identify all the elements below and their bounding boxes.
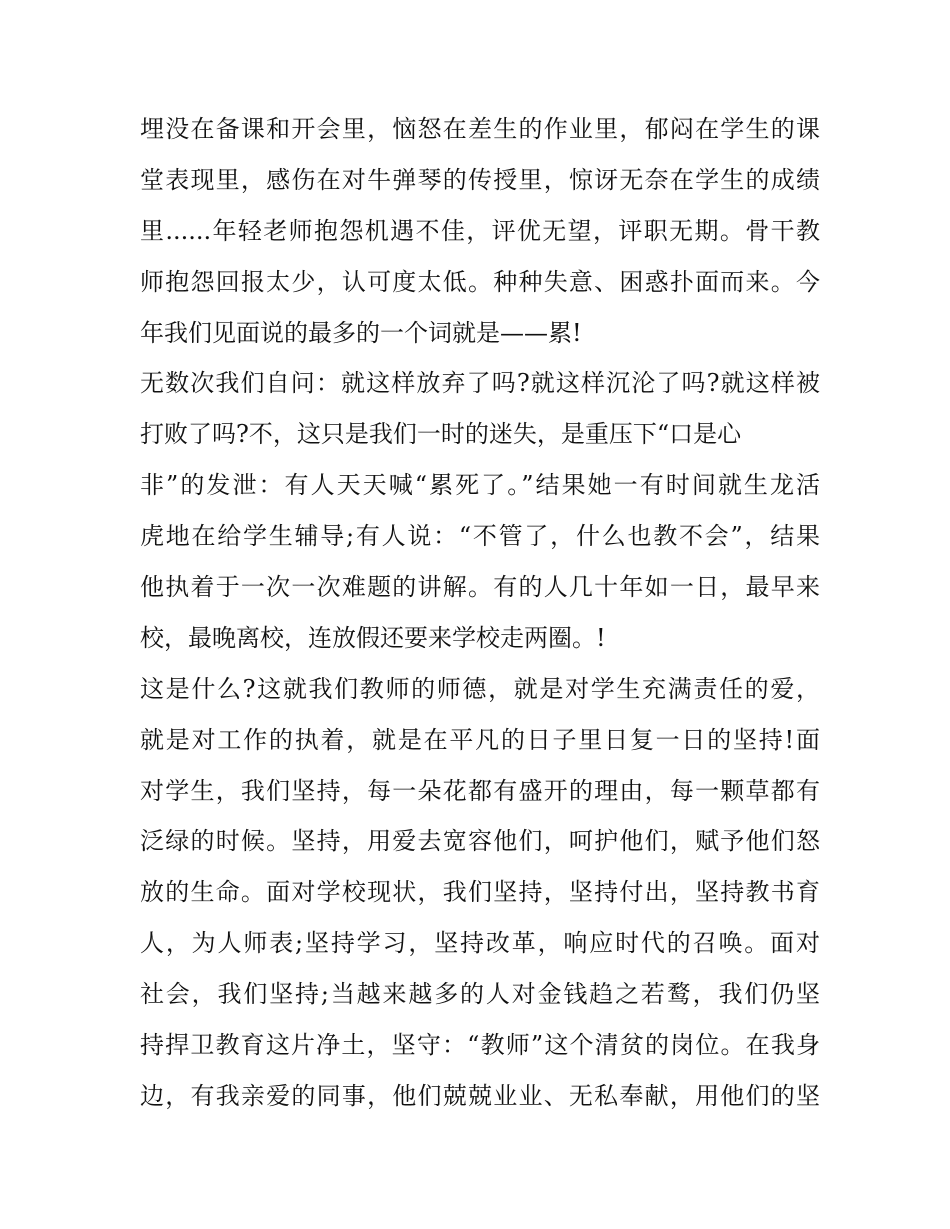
- text-line: 就是对工作的执着，就是在平凡的日子里日复一日的坚持!面: [140, 725, 820, 754]
- text-line: 人，为人师表;坚持学习，坚持改革，响应时代的召唤。面对: [140, 929, 820, 958]
- text-line: 校，最晚离校，连放假还要来学校走两圈。!: [140, 623, 606, 652]
- text-line: 持捍卫教育这片净土，坚守：“教师”这个清贫的岗位。在我身: [140, 1031, 820, 1060]
- text-line: 边，有我亲爱的同事，他们兢兢业业、无私奉献，用他们的坚: [140, 1081, 820, 1110]
- text-line: 埋没在备课和开会里，恼怒在差生的作业里，郁闷在学生的课: [140, 115, 820, 143]
- text-line: 他执着于一次一次难题的讲解。有的人几十年如一日，最早来: [140, 573, 820, 602]
- text-line: 无数次我们自问：就这样放弃了吗?就这样沉沦了吗?就这样被: [140, 369, 820, 398]
- paragraph-3: [140, 664, 820, 1122]
- paragraph-2: [140, 358, 820, 663]
- text-line: 对学生，我们坚持，每一朵花都有盛开的理由，每一颗草都有: [140, 776, 820, 805]
- text-line: 放的生命。面对学校现状，我们坚持，坚持付出，坚持教书育: [140, 878, 820, 907]
- text-line: 里......年轻老师抱怨机遇不佳，评优无望，评职无期。骨干教: [140, 216, 820, 245]
- paragraph-1: [140, 104, 820, 358]
- text-line: 年我们见面说的最多的一个词就是——累!: [140, 318, 582, 347]
- text-line: 打败了吗?不，这只是我们一时的迷失，是重压下“口是心: [140, 420, 742, 449]
- text-line: 堂表现里，感伤在对牛弹琴的传授里，惊讶无奈在学生的成绩: [140, 165, 820, 194]
- text-line: 这是什么?这就我们教师的师德，就是对学生充满责任的爱，: [140, 674, 820, 703]
- text-line: 非”的发泄：有人天天喊“累死了。”结果她一有时间就生龙活: [140, 471, 820, 500]
- document-body: [140, 104, 820, 1122]
- text-line: 泛绿的时候。坚持，用爱去宽容他们，呵护他们，赋予他们怒: [140, 827, 820, 856]
- text-line: 社会，我们坚持;当越来越多的人对金钱趋之若鹜，我们仍坚: [140, 980, 820, 1009]
- text-line: 师抱怨回报太少，认可度太低。种种失意、困惑扑面而来。今: [140, 267, 820, 296]
- text-line: 虎地在给学生辅导;有人说：“不管了，什么也教不会”，结果: [140, 522, 820, 551]
